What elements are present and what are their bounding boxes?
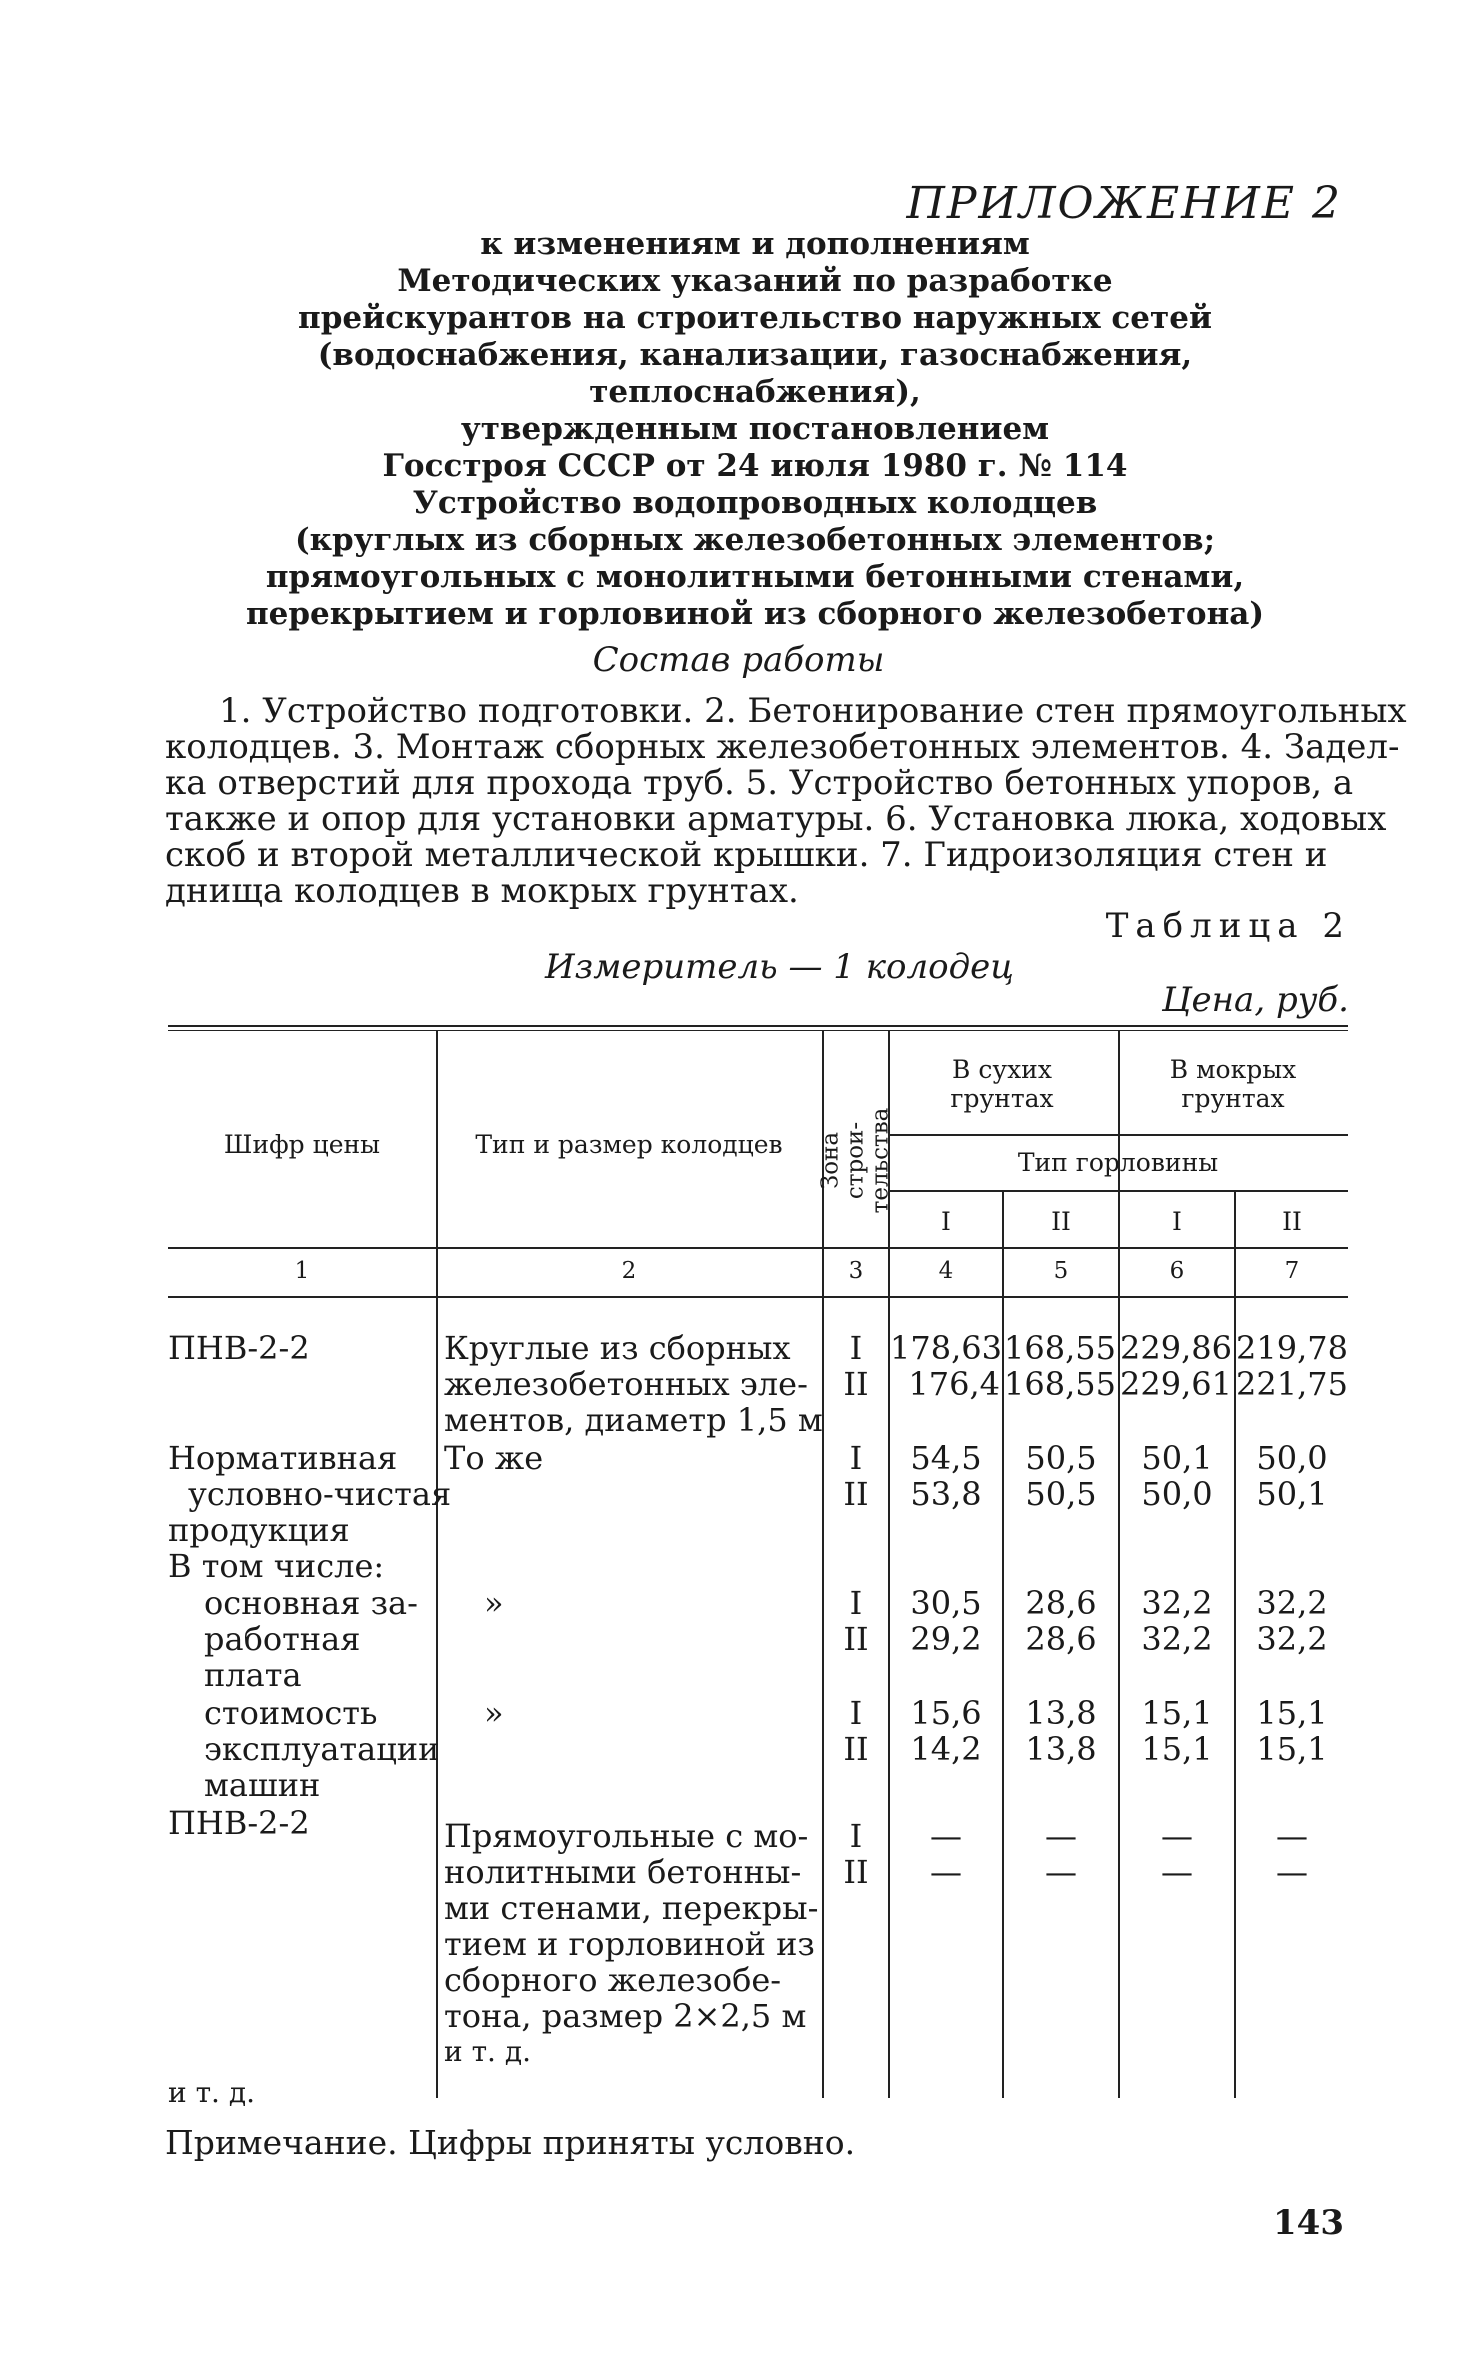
row-type: Круглые из сборных: [444, 1329, 791, 1367]
heading-line: (водоснабжения, канализации, газоснабжения,: [317, 337, 1193, 373]
price-cell: 15,1: [1256, 1694, 1328, 1732]
document-heading: [150, 226, 1360, 633]
row-zone: II: [843, 1730, 869, 1768]
price-cell: 219,78: [1236, 1329, 1348, 1367]
price-cell: 15,1: [1141, 1730, 1213, 1768]
price-cell: 168,55: [1004, 1365, 1116, 1403]
price-cell: 13,8: [1025, 1694, 1097, 1732]
heading-line: утвержденным постановлением: [460, 411, 1050, 447]
row-zone: II: [843, 1853, 869, 1891]
row-code: продукция: [168, 1511, 350, 1549]
price-cell: —: [930, 1817, 962, 1855]
row-type: ментов, диаметр 1,5 м: [444, 1401, 823, 1439]
price-cell: 29,2: [910, 1620, 982, 1658]
row-code: В том числе:: [168, 1547, 385, 1585]
row-type: и т. д.: [444, 2035, 531, 2068]
price-cell: 221,75: [1236, 1365, 1348, 1403]
heading-line: теплоснабжения),: [589, 374, 921, 410]
row-code: ПНВ-2-2: [168, 1329, 310, 1367]
neck-type: I: [1172, 1207, 1182, 1236]
work-paragraph: [165, 691, 1407, 911]
neck-type: II: [1282, 1207, 1302, 1236]
heading-line: прейскурантов на строительство наружных сетей: [298, 300, 1212, 336]
header-wet: В мокрых грунтах: [1169, 1055, 1297, 1113]
row-zone: I: [849, 1694, 863, 1732]
price-cell: 15,1: [1256, 1730, 1328, 1768]
row-zone: I: [849, 1329, 863, 1367]
work-line: скоб и второй металлической крышки. 7. Гидроизоляция стен и: [165, 835, 1328, 875]
price-cell: —: [1045, 1817, 1077, 1855]
row-type: сборного железобе-: [444, 1961, 782, 1999]
col-divider: [436, 1030, 438, 2098]
price-cell: 14,2: [910, 1730, 982, 1768]
row-code: условно-чистая: [188, 1475, 452, 1513]
price-cell: 178,63: [890, 1329, 1002, 1367]
work-title: Состав работы: [592, 640, 885, 680]
row-zone: II: [843, 1620, 869, 1658]
row-code: эксплуатации: [204, 1730, 440, 1768]
work-line: 1. Устройство подготовки. 2. Бетонирование стен прямоугольных: [165, 691, 1407, 731]
work-line: колодцев. 3. Монтаж сборных железобетонных элементов. 4. Задел-: [165, 727, 1400, 767]
top-rule-thin: [168, 1030, 1348, 1031]
row-zone: II: [843, 1365, 869, 1403]
page-number: 143: [1273, 2203, 1344, 2243]
work-line: днища колодцев в мокрых грунтах.: [165, 871, 799, 911]
price-cell: —: [1276, 1853, 1308, 1891]
heading-line: к изменениям и дополнениям: [480, 226, 1030, 262]
column-number: 1: [294, 1258, 310, 1284]
measure-unit: Измеритель — 1 колодец: [545, 947, 1015, 987]
row-type: »: [484, 1584, 504, 1622]
etc-label: и т. д.: [168, 2076, 255, 2109]
price-cell: 32,2: [1141, 1584, 1213, 1622]
header-neck: Тип горловины: [1017, 1148, 1219, 1177]
price-cell: —: [1161, 1817, 1193, 1855]
row-type: железобетонных эле-: [444, 1365, 808, 1403]
top-rule: [168, 1025, 1348, 1027]
price-cell: 32,2: [1141, 1620, 1213, 1658]
price-unit: Цена, руб.: [1161, 980, 1349, 1020]
price-cell: —: [1276, 1817, 1308, 1855]
price-cell: 50,1: [1141, 1439, 1213, 1477]
row-zone: II: [843, 1475, 869, 1513]
column-number: 6: [1169, 1258, 1185, 1284]
price-cell: 13,8: [1025, 1730, 1097, 1768]
heading-line: Госстроя СССР от 24 июля 1980 г. № 114: [382, 448, 1128, 484]
column-number: 3: [848, 1258, 864, 1284]
price-cell: 28,6: [1025, 1584, 1097, 1622]
row-type: нолитными бетонны-: [444, 1853, 802, 1891]
col-divider: [1118, 1030, 1120, 2098]
heading-line: Методических указаний по разработке: [397, 263, 1113, 299]
price-cell: 50,5: [1025, 1475, 1097, 1513]
work-line: ка отверстий для прохода труб. 5. Устройство бетонных упоров, а: [165, 763, 1354, 803]
row-code: плата: [204, 1656, 302, 1694]
price-cell: 54,5: [910, 1439, 982, 1477]
neck-type: II: [1051, 1207, 1071, 1236]
column-number: 7: [1284, 1258, 1300, 1284]
row-type: Прямоугольные с мо-: [444, 1817, 809, 1855]
header-rule: [168, 1247, 1348, 1249]
price-cell: 32,2: [1256, 1584, 1328, 1622]
heading-line: прямоугольных с монолитными бетонными стенами,: [265, 559, 1245, 595]
heading-line: Устройство водопроводных колодцев: [412, 485, 1098, 521]
row-zone: I: [849, 1817, 863, 1855]
row-code: основная за-: [204, 1584, 418, 1622]
header-zone: Зона строи-тельства: [817, 1107, 894, 1214]
price-cell: 168,55: [1004, 1329, 1116, 1367]
column-number: 2: [621, 1258, 637, 1284]
heading-line: (круглых из сборных железобетонных элементов;: [294, 522, 1216, 558]
price-cell: —: [1161, 1853, 1193, 1891]
price-cell: 229,61: [1120, 1365, 1232, 1403]
row-code: стоимость: [204, 1694, 378, 1732]
heading-line: перекрытием и горловиной из сборного железобетона): [245, 596, 1265, 632]
work-line: также и опор для установки арматуры. 6. Установка люка, ходовых: [165, 799, 1387, 839]
row-code: Нормативная: [168, 1439, 398, 1477]
header-dry: В сухих грунтах: [950, 1055, 1054, 1113]
neck-type: I: [941, 1207, 951, 1236]
price-cell: 50,1: [1256, 1475, 1328, 1513]
price-cell: 53,8: [910, 1475, 982, 1513]
price-cell: 28,6: [1025, 1620, 1097, 1658]
row-type: тием и горловиной из: [444, 1925, 815, 1963]
row-type: ми стенами, перекры-: [444, 1889, 819, 1927]
row-code: ПНВ-2-2: [168, 1804, 310, 1842]
price-cell: 30,5: [910, 1584, 982, 1622]
appendix-label: ПРИЛОЖЕНИЕ 2: [906, 178, 1342, 229]
header-code: Шифр цены: [223, 1130, 381, 1159]
column-number: 4: [938, 1258, 954, 1284]
price-cell: 15,1: [1141, 1694, 1213, 1732]
row-type: »: [484, 1694, 504, 1732]
row-type: То же: [444, 1439, 544, 1477]
price-cell: —: [1045, 1853, 1077, 1891]
price-cell: —: [930, 1853, 962, 1891]
row-code: машин: [204, 1766, 321, 1804]
table-title: Таблица 2: [1105, 906, 1351, 946]
price-cell: 229,86: [1120, 1329, 1232, 1367]
price-cell: 15,6: [910, 1694, 982, 1732]
price-cell: 176,4: [908, 1365, 1000, 1403]
row-zone: I: [849, 1439, 863, 1477]
numbers-rule: [168, 1296, 1348, 1298]
header-type: Тип и размер колодцев: [475, 1130, 783, 1159]
price-cell: 50,0: [1141, 1475, 1213, 1513]
column-number: 5: [1053, 1258, 1069, 1284]
row-type: тона, размер 2×2,5 м: [444, 1997, 807, 2035]
footnote: Примечание. Цифры приняты условно.: [165, 2123, 856, 2162]
price-cell: 32,2: [1256, 1620, 1328, 1658]
row-code: работная: [204, 1620, 361, 1658]
price-cell: 50,5: [1025, 1439, 1097, 1477]
row-zone: I: [849, 1584, 863, 1622]
price-cell: 50,0: [1256, 1439, 1328, 1477]
